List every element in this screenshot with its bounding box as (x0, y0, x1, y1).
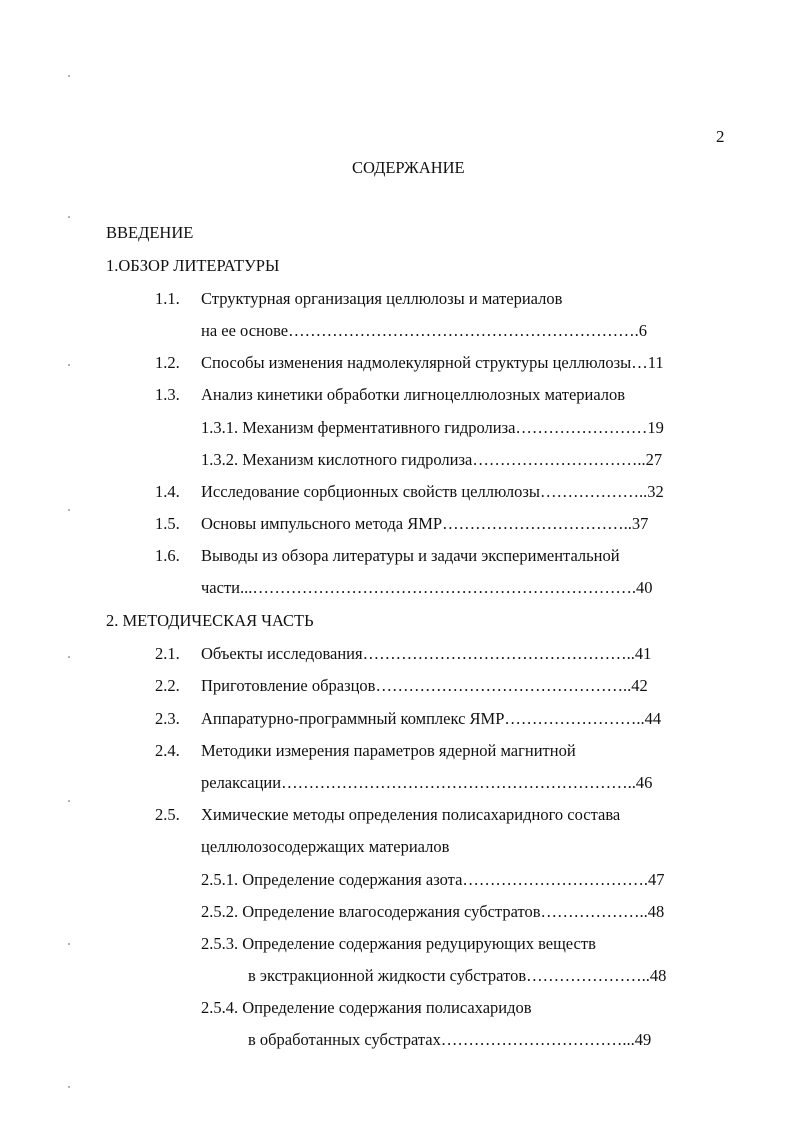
page-number: 2 (716, 127, 725, 146)
scan-speck (68, 509, 70, 511)
toc-entry-1-2: Способы изменения надмолекулярной структуры целлюлозы…11 (201, 353, 664, 372)
toc-entry-2-4-cont: релаксации………………………………………………………..46 (201, 773, 653, 792)
toc-entry-2-5: Химические методы определения полисахаридного состава (201, 805, 621, 824)
scan-speck (68, 943, 70, 945)
scan-speck (68, 216, 70, 218)
toc-chapter-2: 2. МЕТОДИЧЕСКАЯ ЧАСТЬ (106, 611, 314, 630)
toc-entry-number: 1.2. (155, 353, 180, 372)
scan-speck (68, 800, 70, 802)
toc-entry-2-5-3-cont: в экстракционной жидкости субстратов…………………..48 (248, 966, 667, 985)
toc-entry-2-5-cont: целлюлозосодержащих материалов (201, 837, 450, 856)
toc-entry-2-2: Приготовление образцов………………………………………..42 (201, 676, 648, 695)
toc-entry-1-3-2: 1.3.2. Механизм кислотного гидролиза…………………………..27 (201, 450, 663, 469)
toc-entry-number: 1.5. (155, 514, 180, 533)
toc-entry-number: 2.5. (155, 805, 180, 824)
toc-entry-1-3: Анализ кинетики обработки лигноцеллюлозных материалов (201, 385, 626, 404)
page-title: СОДЕРЖАНИЕ (352, 158, 465, 177)
toc-entry-number: 2.1. (155, 644, 180, 663)
toc-entry-number: 2.4. (155, 741, 180, 760)
toc-entry-2-5-4: 2.5.4. Определение содержания полисахаридов (201, 998, 532, 1017)
scan-speck (68, 75, 70, 77)
toc-entry-number: 2.2. (155, 676, 180, 695)
toc-entry-2-5-4-cont: в обработанных субстратах……………………………...49 (248, 1030, 652, 1049)
toc-entry-1-1-cont: на ее основе……………………………………………………….6 (201, 321, 648, 340)
scan-speck (68, 656, 70, 658)
toc-entry-1-5: Основы импульсного метода ЯМР……………………………..37 (201, 514, 649, 533)
toc-entry-1-1: Структурная организация целлюлозы и материалов (201, 289, 563, 308)
toc-entry-1-6: Выводы из обзора литературы и задачи экспериментальной (201, 546, 620, 565)
scan-speck (68, 364, 70, 366)
toc-entry-number: 2.3. (155, 709, 180, 728)
toc-chapter-1: 1.ОБЗОР ЛИТЕРАТУРЫ (106, 256, 280, 275)
toc-entry-1-4: Исследование сорбционных свойств целлюлозы………………..32 (201, 482, 664, 501)
toc-entry-number: 1.6. (155, 546, 180, 565)
toc-entry-2-1: Объекты исследования…………………………………………..41 (201, 644, 652, 663)
scan-speck (68, 1086, 70, 1088)
toc-entry-2-3: Аппаратурно-программный комплекс ЯМР……………………..44 (201, 709, 662, 728)
toc-entry-2-4: Методики измерения параметров ядерной магнитной (201, 741, 576, 760)
toc-entry-2-5-1: 2.5.1. Определение содержания азота…………………………….47 (201, 870, 665, 889)
toc-entry-2-5-2: 2.5.2. Определение влагосодержания субстратов………………..48 (201, 902, 665, 921)
toc-entry-1-6-cont: части...…………………………………………………………….40 (201, 578, 653, 597)
toc-entry-number: 1.1. (155, 289, 180, 308)
toc-entry-number: 1.3. (155, 385, 180, 404)
toc-entry-2-5-3: 2.5.3. Определение содержания редуцирующих веществ (201, 934, 596, 953)
toc-entry-1-3-1: 1.3.1. Механизм ферментативного гидролиза……………………19 (201, 418, 664, 437)
toc-intro: ВВЕДЕНИЕ (106, 223, 194, 242)
toc-entry-number: 1.4. (155, 482, 180, 501)
